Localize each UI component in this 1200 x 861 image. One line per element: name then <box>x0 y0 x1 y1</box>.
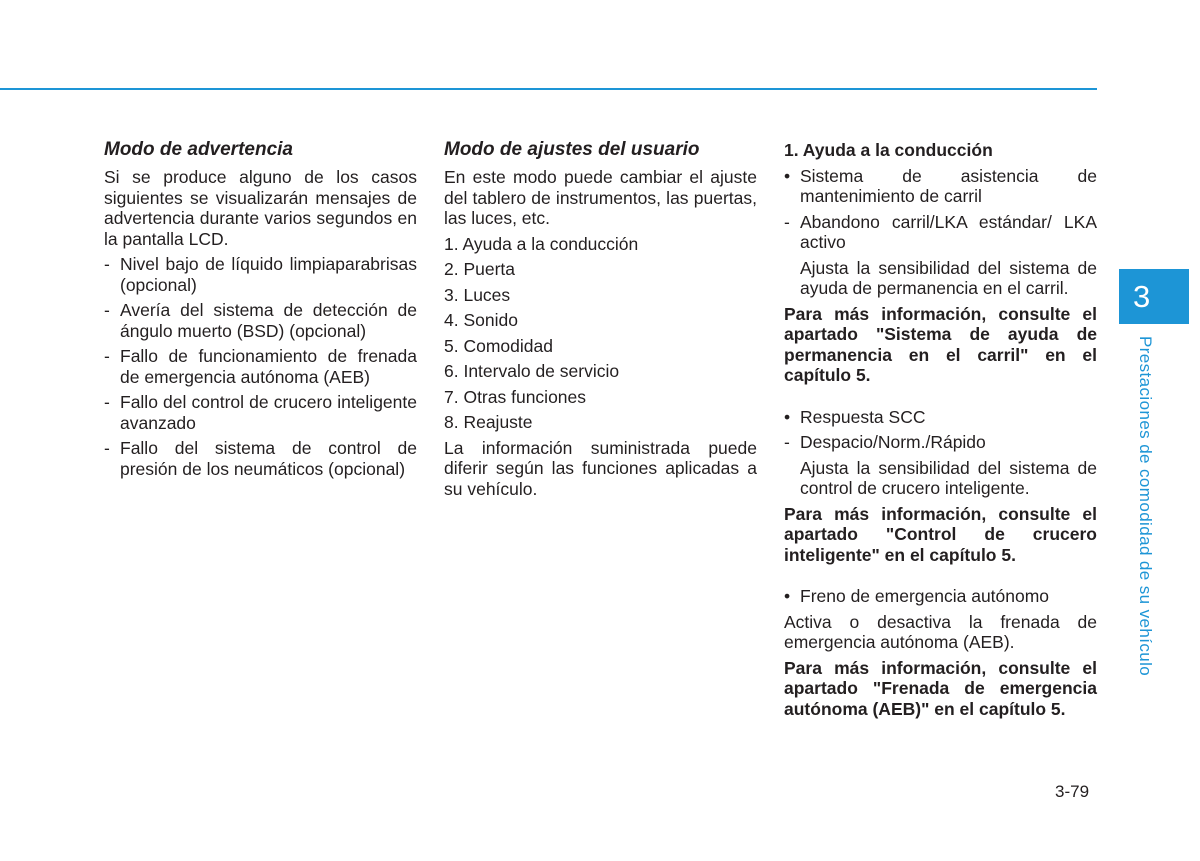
note-paragraph: La información suministrada puede diferir según las funciones aplicadas a su vehículo. <box>444 437 757 499</box>
section-heading: 1. Ayuda a la conducción <box>784 140 993 160</box>
bullet-item <box>784 166 1097 207</box>
list-item: 6. Intervalo de servicio <box>444 361 620 381</box>
dash-marker: - <box>784 211 790 232</box>
chapter-tab <box>1119 269 1189 324</box>
list-item: 1. Ayuda a la conducción <box>444 233 639 254</box>
list-item-text: Fallo del control de crucero inteligente avanzado <box>120 392 417 433</box>
list-item-text: Fallo de funcionamiento de frenada de emergencia autónoma (AEB) <box>120 346 417 387</box>
reference-note: Para más información, consulte el apartado "Frenada de emergencia autónoma (AEB)" en el capítulo 5. <box>784 657 1097 719</box>
dash-marker: - <box>104 392 110 412</box>
list-item <box>104 438 417 479</box>
bullet-marker: • <box>784 586 791 606</box>
intro-paragraph: Si se produce alguno de los casos siguientes se visualizarán mensajes de advertencia durante varios segundos en la pantalla LCD. <box>104 167 417 249</box>
spacer <box>784 570 1097 586</box>
dash-marker: - <box>104 346 110 366</box>
list-item: 4. Sonido <box>444 310 518 330</box>
list-item <box>104 254 417 295</box>
list-item-text: Fallo del sistema de control de presión de los neumáticos (opcional) <box>120 438 417 479</box>
section-heading: Modo de ajustes del usuario <box>444 139 700 160</box>
intro-paragraph: En este modo puede cambiar el ajuste del tablero de instrumentos, las puertas, las luces, etc. <box>444 167 757 228</box>
dash-item <box>784 212 1097 253</box>
list-item-text: Nivel bajo de líquido limpiaparabrisas (opcional) <box>120 254 417 295</box>
list-item: 8. Reajuste <box>444 412 533 432</box>
header-rule <box>0 88 1097 90</box>
bullet-item <box>784 586 1097 607</box>
reference-note: Para más información, consulte el apartado "Control de crucero inteligente" en el capítulo 5. <box>784 503 1097 565</box>
description: Activa o desactiva la frenada de emergencia autónoma (AEB). <box>784 611 1097 652</box>
dash-text: Despacio/Norm./Rápido <box>800 432 986 452</box>
list-item <box>104 300 417 341</box>
bullet-item <box>784 407 1097 428</box>
list-item: 3. Luces <box>444 284 511 305</box>
bullet-text: Sistema de asistencia de mantenimiento de carril <box>800 165 1097 206</box>
dash-marker: - <box>104 300 110 320</box>
description: Ajusta la sensibilidad del sistema de ayuda de permanencia en el carril. <box>800 257 1097 298</box>
bullet-text: Freno de emergencia autónomo <box>800 586 1050 606</box>
chapter-title: Prestaciones de comodidad de su vehículo <box>1136 336 1155 677</box>
bullet-marker: • <box>784 165 791 186</box>
description: Ajusta la sensibilidad del sistema de control de crucero inteligente. <box>800 457 1097 498</box>
list-item: 7. Otras funciones <box>444 386 587 407</box>
section-heading: Modo de advertencia <box>104 139 293 160</box>
reference-note: Para más información, consulte el apartado "Sistema de ayuda de permanencia en el carril" en el capítulo 5. <box>784 303 1097 385</box>
list-item: 5. Comodidad <box>444 335 553 356</box>
column-warning-mode <box>104 138 417 484</box>
chapter-number: 3 <box>1133 279 1151 314</box>
bullet-text: Respuesta SCC <box>800 406 926 427</box>
bullet-marker: • <box>784 406 791 427</box>
page-number: 3-79 <box>1055 782 1090 801</box>
dash-marker: - <box>784 432 790 452</box>
list-item-text: Avería del sistema de detección de ángulo muerto (BSD) (opcional) <box>120 300 417 341</box>
column-user-settings <box>444 138 757 504</box>
list-item <box>104 392 417 433</box>
list-item: 2. Puerta <box>444 259 516 279</box>
dash-item <box>784 432 1097 453</box>
spacer <box>784 391 1097 407</box>
dash-marker: - <box>104 254 110 274</box>
list-item <box>104 346 417 387</box>
column-driving-assist <box>784 138 1097 724</box>
dash-text: Abandono carril/LKA estándar/ LKA activo <box>800 211 1097 252</box>
dash-marker: - <box>104 438 110 458</box>
